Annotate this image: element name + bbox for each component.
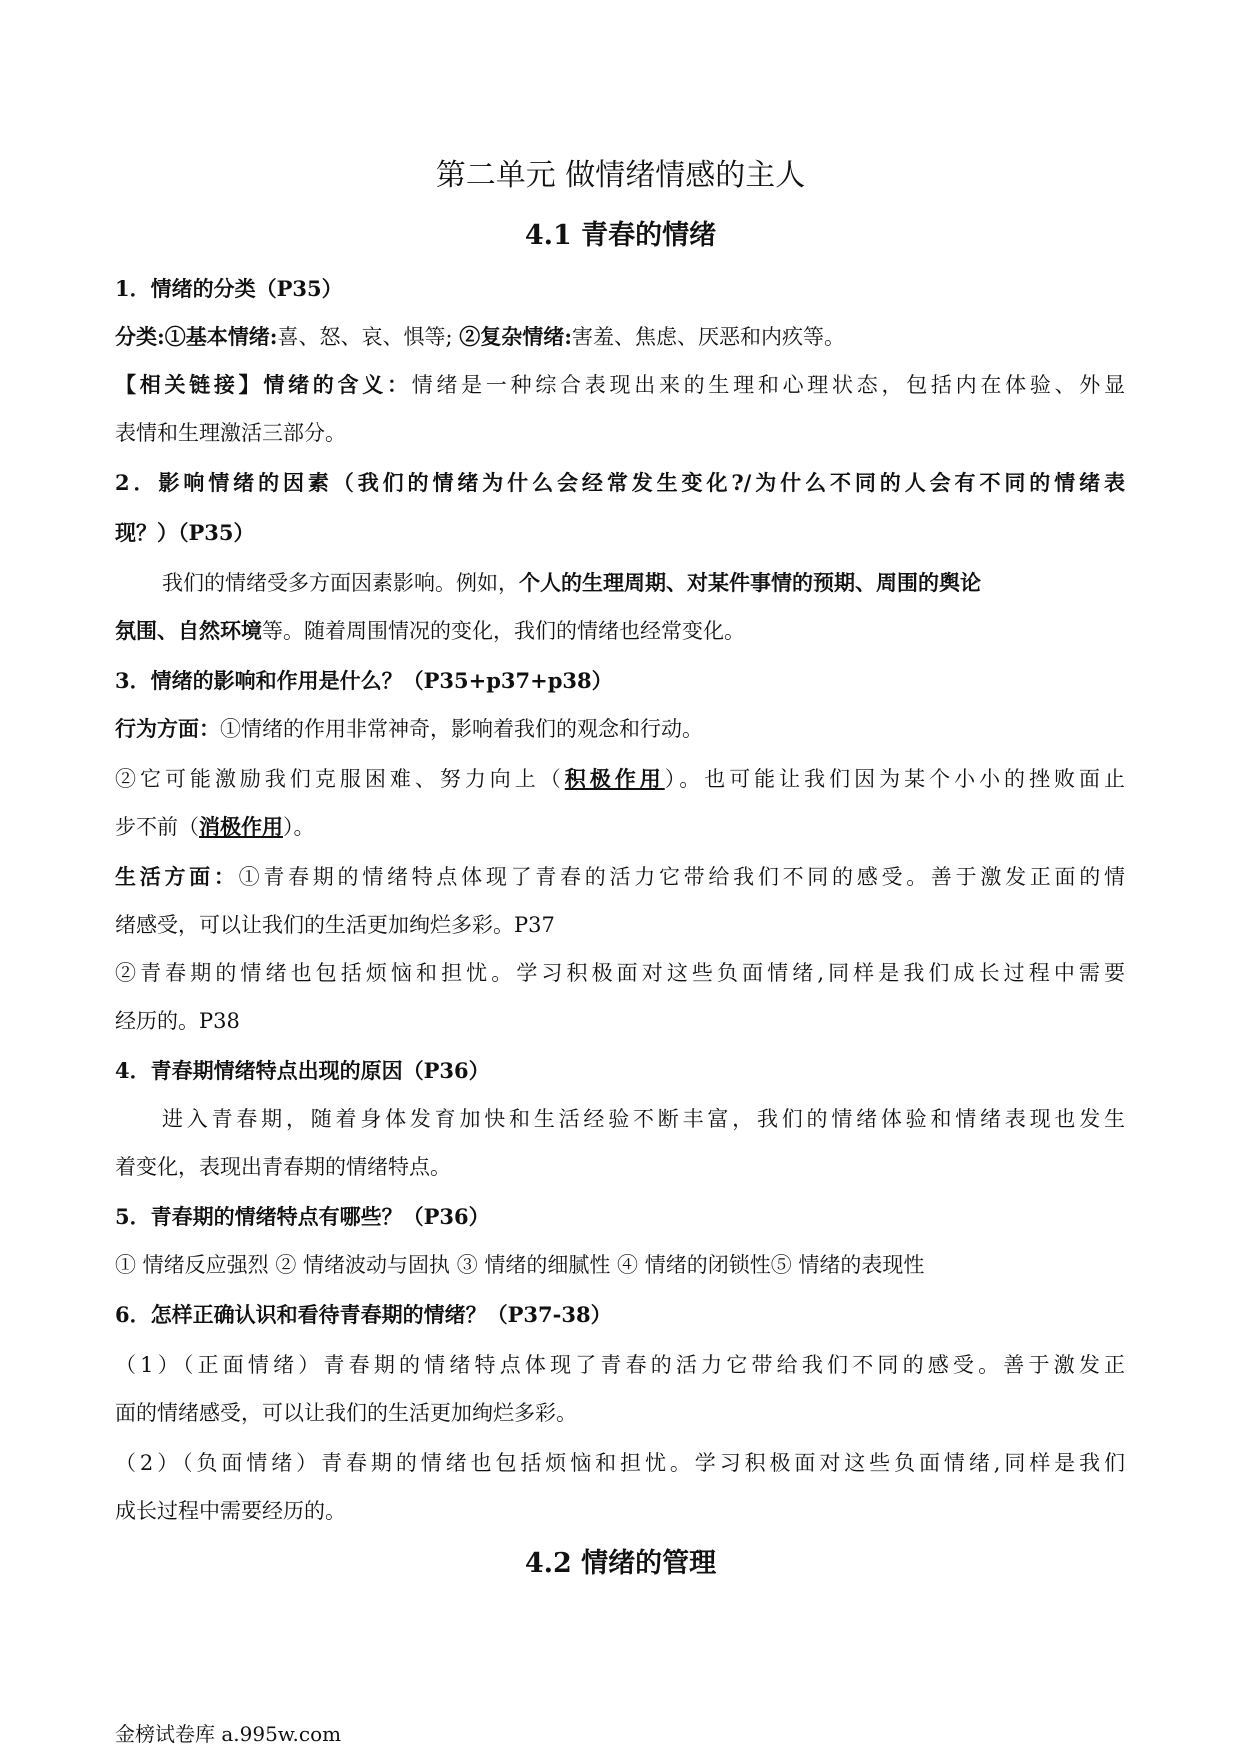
q2-factors-b: 氛围、自然环境 <box>115 618 262 643</box>
behavior-text-3a: 步不前（ <box>115 815 199 839</box>
positive-effect: 积极作用 <box>564 766 665 791</box>
unit-title: 第二单元 做情绪情感的主人 <box>435 158 806 193</box>
q2-text-b: 等。随着周围情况的变化，我们的情绪也经常变化。 <box>262 619 745 643</box>
q2-text-a: 我们的情绪受多方面因素影响。例如， <box>162 571 519 595</box>
complex-emotion-text: 害羞、焦虑、厌恶和内疚等。 <box>572 325 846 349</box>
q3-life-3: ②青春期的情绪也包括烦恼和担忧。学习积极面对这些负面情绪,同样是我们成长过程中需要 <box>115 961 1125 985</box>
q3-heading: 3．情绪的影响和作用是什么？（P35+p37+p38） <box>115 668 613 693</box>
q6-paragraph-1: （1）（正面情绪）青春期的情绪特点体现了青春的活力它带给我们不同的感受。善于激发正 <box>115 1353 1125 1377</box>
behavior-text-2a: ②它可能激励我们克服困难、努力向上（ <box>115 767 565 791</box>
q2-heading-1: 2．影响情绪的因素（我们的情绪为什么会经常发生变化?/为什么不同的人会有不同的情绪表 <box>115 470 1125 495</box>
behavior-text-1: ①情绪的作用非常神奇，影响着我们的观念和行动。 <box>220 717 703 741</box>
q1-classification <box>115 322 845 352</box>
behavior-label: 行为方面： <box>115 716 220 741</box>
q3-life-4: 经历的。P38 <box>115 1009 240 1033</box>
q5-heading: 5．青春期的情绪特点有哪些？（P36） <box>115 1204 490 1229</box>
q3-life-2: 绪感受，可以让我们的生活更加绚烂多彩。P37 <box>115 913 555 937</box>
basic-emotion-label: 分类:①基本情绪: <box>115 324 278 349</box>
q6-heading: 6．怎样正确认识和看待青春期的情绪？（P37-38） <box>115 1302 612 1327</box>
q3-behavior-2 <box>115 764 1125 794</box>
q1-heading: 1．情绪的分类（P35） <box>115 276 343 301</box>
q3-life-1 <box>115 862 1125 892</box>
q3-behavior-1 <box>115 714 703 744</box>
footer-watermark: 金榜试卷库 a.995w.com <box>115 1722 342 1746</box>
complex-emotion-label: ②复杂情绪: <box>459 324 573 349</box>
q6-paragraph-3: （2）（负面情绪）青春期的情绪也包括烦恼和担忧。学习积极面对这些负面情绪,同样是我们 <box>115 1451 1125 1475</box>
life-text-1: ①青春期的情绪特点体现了青春的活力它带给我们不同的感受。善于激发正面的情 <box>238 865 1125 889</box>
related-link-label: 【相关链接】情绪的含义： <box>115 372 412 397</box>
q5-items: ① 情绪反应强烈 ② 情绪波动与固执 ③ 情绪的细腻性 ④ 情绪的闭锁性⑤ 情绪的表现性 <box>115 1253 925 1277</box>
related-link-line <box>115 370 1125 400</box>
life-label: 生活方面： <box>115 864 239 889</box>
section-title-4-1: 4.1 青春的情绪 <box>524 220 717 251</box>
related-link-text-2: 表情和生理激活三部分。 <box>115 421 346 445</box>
q4-paragraph-2: 着变化，表现出青春期的情绪特点。 <box>115 1155 451 1179</box>
related-link-text: 情绪是一种综合表现出来的生理和心理状态，包括内在体验、外显 <box>411 373 1126 397</box>
q4-paragraph-1: 进入青春期，随着身体发育加快和生活经验不断丰富，我们的情绪体验和情绪表现也发生 <box>162 1107 1125 1131</box>
q6-paragraph-4: 成长过程中需要经历的。 <box>115 1499 346 1523</box>
section-title-4-2: 4.2 情绪的管理 <box>524 1548 717 1579</box>
q4-heading: 4．青春期情绪特点出现的原因（P36） <box>115 1058 490 1083</box>
q2-heading-2: 现？）（P35） <box>115 520 255 545</box>
behavior-text-3c: ）。 <box>283 815 315 839</box>
q3-behavior-3 <box>115 812 315 842</box>
q2-factors-a: 个人的生理周期、对某件事情的预期、周围的舆论 <box>519 570 981 595</box>
q6-paragraph-2: 面的情绪感受，可以让我们的生活更加绚烂多彩。 <box>115 1401 577 1425</box>
behavior-text-2c: ）。也可能让我们因为某个小小的挫败面止 <box>664 767 1126 791</box>
q2-paragraph-1 <box>162 568 981 598</box>
basic-emotion-text: 喜、怒、哀、惧等; <box>277 325 453 349</box>
negative-effect: 消极作用 <box>199 814 283 839</box>
q2-paragraph-2 <box>115 616 745 646</box>
